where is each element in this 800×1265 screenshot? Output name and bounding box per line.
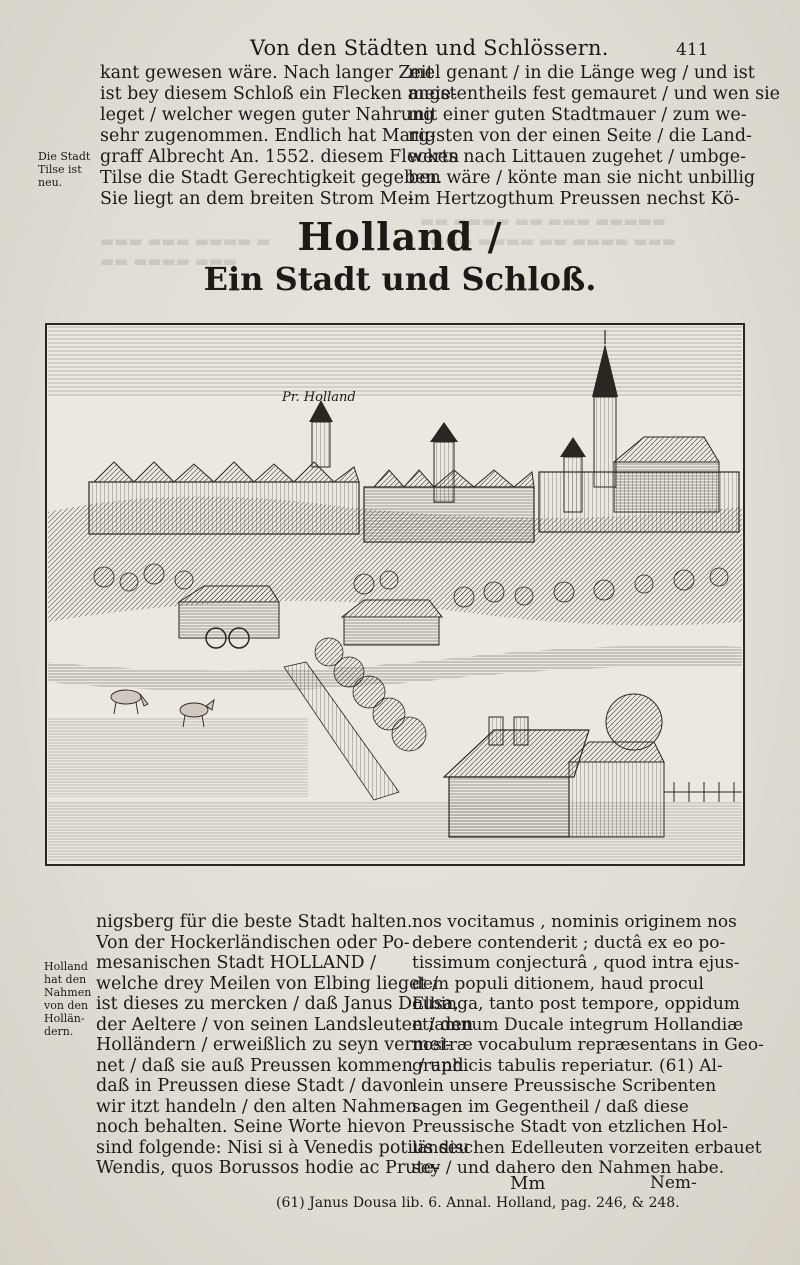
footnote: (61) Janus Dousa lib. 6. Annal. Holland, pag. 246, & 248.: [276, 1195, 680, 1211]
margin-note-line: hat den: [44, 973, 87, 986]
bottom-right-column: [412, 912, 764, 1179]
margin-note-line: Die Stadt: [38, 150, 91, 163]
text-line: ist dieses zu mercken / daß Janus Dousa,: [96, 994, 459, 1014]
text-line: nigsten von der einen Seite / die Land-: [408, 126, 752, 146]
engraving-illustration: [44, 322, 746, 867]
text-line: meistentheils fest gemauret / und wen sie: [408, 84, 781, 104]
section-subtitle: Ein Stadt und Schloß.: [203, 260, 597, 298]
text-line: Wendis, quos Borussos hodie ac Prute-: [96, 1158, 440, 1178]
text-line: graphicis tabulis reperiatur. (61) Al-: [412, 1055, 723, 1076]
engraving-svg: [44, 322, 746, 867]
margin-note-tilse: [38, 150, 98, 189]
top-left-column: [100, 63, 460, 210]
text-line: der Aeltere / von seinen Landsleuten / den: [96, 1014, 474, 1035]
bleed-through-texture: ▬▬ ▬▬▬▬ ▬▬▬: [100, 252, 238, 270]
page-number: 411: [676, 40, 709, 60]
text-line: leget / welcher wegen guter Nahrung: [100, 105, 435, 125]
text-line: nos vocitamus , nominis originem nos: [412, 912, 737, 932]
text-line: sey / und dahero den Nahmen habe.: [412, 1158, 725, 1178]
margin-note-holland: [44, 960, 104, 1038]
margin-note-line: Hollän-: [44, 1012, 85, 1025]
text-line: sehr zugenommen. Endlich hat Marg-: [100, 126, 436, 146]
text-line: sagen im Gegentheil / daß diese: [412, 1096, 689, 1117]
top-right-column: [408, 63, 781, 210]
text-line: lein unsere Preussische Scribenten: [412, 1076, 717, 1096]
text-line: debere contenderit ; ductâ ex eo po-: [412, 932, 726, 953]
text-line: nigsberg für die beste Stadt halten.: [96, 912, 413, 932]
text-line: sind folgende: Nisi si à Venedis potius seu: [96, 1137, 470, 1158]
text-line: wir itzt handeln / den alten Nahmen: [96, 1096, 418, 1117]
margin-note-line: von den: [44, 999, 89, 1012]
bleed-through-texture: ▬▬▬ ▬▬▬▬ ▬▬ ▬▬▬▬ ▬▬▬: [430, 232, 676, 250]
text-line: ländischen Edelleuten vorzeiten erbauet: [412, 1137, 762, 1158]
text-line: noch behalten. Seine Worte hievon: [96, 1117, 406, 1137]
text-line: im Hertzogthum Preussen nechst Kö-: [408, 189, 740, 209]
margin-note-line: Nahmen: [44, 986, 92, 999]
text-line: net / daß sie auß Preussen kommen / und: [96, 1055, 464, 1076]
catchword: Nem-: [650, 1173, 697, 1193]
text-line: daß in Preussen diese Stadt / davon: [96, 1076, 415, 1096]
text-line: werts nach Littauen zugehet / umbge-: [408, 147, 747, 167]
text-line: mel genant / in die Länge weg / und ist: [408, 63, 755, 83]
bleed-through-texture: ▬▬ ▬▬▬▬ ▬▬ ▬▬▬ ▬▬▬▬▬: [420, 212, 666, 230]
text-line: etiamnum Ducale integrum Hollandiæ: [412, 1014, 744, 1035]
text-line: Sie liegt an dem breiten Strom Me-: [100, 189, 414, 209]
section-title: Holland /: [297, 214, 503, 259]
margin-note-line: Tilse ist: [38, 163, 82, 176]
margin-note-line: neu.: [38, 176, 63, 189]
margin-note-line: Holland: [44, 960, 88, 973]
margin-note-line: dern.: [44, 1025, 74, 1038]
text-line: mesanischen Stadt HOLLAND /: [96, 953, 377, 973]
text-line: Holländern / erweißlich zu seyn vermei-: [96, 1035, 452, 1055]
bottom-left-column: [96, 912, 474, 1179]
text-line: Elbinga, tanto post tempore, oppidum: [412, 994, 740, 1014]
text-line: Tilse die Stadt Gerechtigkeit gegeben.: [100, 168, 443, 188]
engraving-label: Pr. Holland: [282, 390, 356, 405]
bleed-through-texture: ▬▬▬ ▬▬▬ ▬▬▬▬ ▬: [100, 232, 271, 250]
text-line: ist bey diesem Schloß ein Flecken ange-: [100, 84, 457, 104]
text-line: Preussische Stadt von etzlichen Hol-: [412, 1117, 728, 1137]
text-line: graff Albrecht An. 1552. diesem Flecken: [100, 147, 460, 167]
text-line: kant gewesen wäre. Nach langer Zeit: [100, 63, 434, 83]
text-line: nostræ vocabulum repræsentans in Geo-: [412, 1035, 764, 1055]
text-line: dem populi ditionem, haud procul: [412, 973, 704, 994]
running-title: Von den Städten und Schlössern.: [250, 36, 609, 60]
text-line: welche drey Meilen von Elbing lieget /: [96, 973, 439, 994]
text-line: tissimum conjecturâ , quod intra ejus-: [412, 953, 740, 973]
text-line: ben wäre / könte man sie nicht unbillig: [408, 168, 756, 188]
text-line: mit einer guten Stadtmauer / zum we-: [408, 105, 747, 125]
text-line: Von der Hockerländischen oder Po-: [96, 932, 410, 953]
signature-mark: Mm: [510, 1173, 546, 1194]
